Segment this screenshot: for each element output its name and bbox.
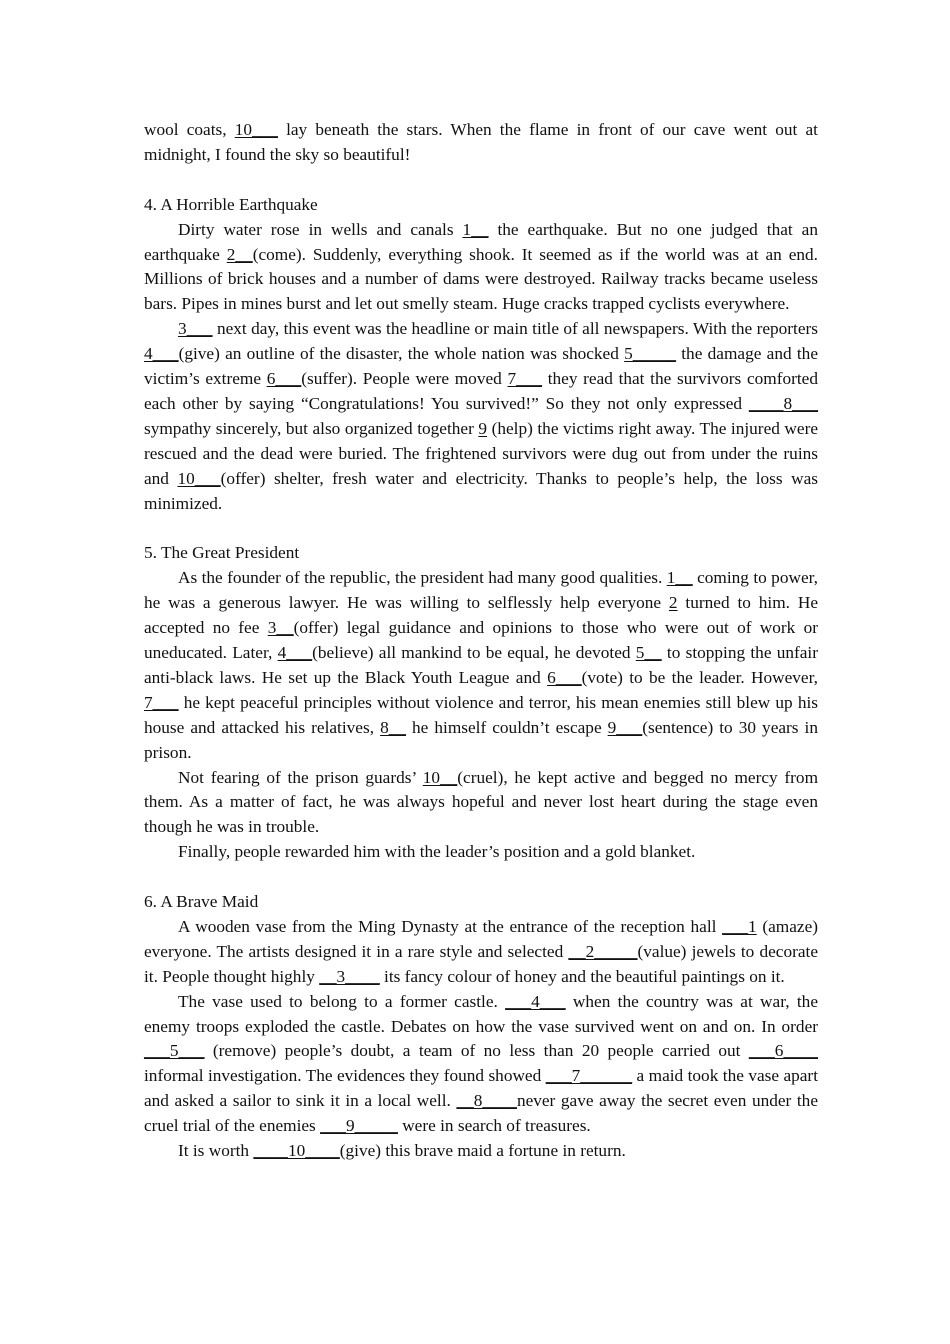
blank: 3___ bbox=[178, 319, 213, 339]
earthquake-paragraph-2: 3___ next day, this event was the headline or main title of all newspapers. With the reporters 4___(give) an outline of the disaster, the whole nation was shocked 5_____ the damage and the victim’s extreme 6___(suffer). People were moved 7___ they read that the survivors comforted each other by saying “Congratulations! You survived!” So they not only expressed ____8___ sympathy sincerely, but also organized together 9 (help) the victims right away. The injured were rescued and the dead were buried. The frightened survivors were dug out from under the ruins and 10___(offer) shelter, fresh water and electricity. Thanks to people’s help, the loss was minimized. bbox=[144, 319, 818, 513]
president-paragraph-3: Finally, people rewarded him with the leader’s position and a gold blanket. bbox=[178, 842, 696, 862]
blank: ___7______ bbox=[545, 1066, 633, 1086]
section-title-president: 5. The Great President bbox=[144, 543, 300, 563]
section-title-maid: 6. A Brave Maid bbox=[144, 892, 259, 912]
blank: 4___ bbox=[144, 344, 179, 364]
blank: __2_____ bbox=[568, 941, 638, 961]
blank: 2__ bbox=[226, 244, 253, 264]
blank: __3____ bbox=[319, 966, 380, 986]
earthquake-paragraph-1: Dirty water rose in wells and canals 1__ the earthquake. But no one judged that an earthquake 2__(come). Suddenly, everything shook. It seemed as if the world was at an end. Millions of brick houses and a number of dams were destroyed. Railway tracks became useless bars. Pipes in mines burst and let out smelly steam. Huge cracks trapped cyclists everywhere. bbox=[144, 219, 818, 314]
president-paragraph-2: Not fearing of the prison guards’ 10__(cruel), he kept active and begged no mercy from them. As a matter of fact, he was always hopeful and never lost heart during the stage even though he was in trouble. bbox=[144, 767, 819, 837]
blank: 8__ bbox=[380, 717, 406, 737]
blank: ___9_____ bbox=[320, 1116, 398, 1136]
document-page bbox=[144, 118, 818, 1164]
blank: 10___ bbox=[234, 120, 278, 139]
blank: 5_____ bbox=[624, 344, 676, 364]
blank: ___4___ bbox=[505, 991, 566, 1011]
blank: ___1 bbox=[722, 916, 757, 936]
blank: 10__ bbox=[422, 767, 458, 787]
section-title-earthquake: 4. A Horrible Earthquake bbox=[144, 194, 318, 214]
blank: 1__ bbox=[666, 568, 693, 588]
blank: ___6____ bbox=[748, 1041, 818, 1061]
blank: 9 bbox=[478, 418, 488, 438]
blank: 7___ bbox=[144, 692, 179, 712]
maid-paragraph-2: The vase used to belong to a former castle. ___4___ when the country was at war, the enemy troops exploded the castle. Debates on how the vase survived went on and on. In order ___5___ (remove) people’s doubt, a team of no less than 20 people carried out ___6____ informal investigation. The evidences they found showed ___7______ a maid took the vase apart and asked a sailor to sink it in a local well. __8____never gave away the secret even under the cruel trial of the enemies ___9_____ were in search of treasures. bbox=[144, 991, 818, 1136]
intro-paragraph: wool coats, 10___ lay beneath the stars. When the flame in front of our cave went out at midnight, I found the sky so beautiful! bbox=[144, 120, 818, 164]
blank: ___5___ bbox=[144, 1041, 205, 1061]
blank: 9___ bbox=[607, 717, 643, 737]
blank: 5__ bbox=[635, 643, 662, 662]
maid-paragraph-1: A wooden vase from the Ming Dynasty at the entrance of the reception hall ___1 (amaze) everyone. The artists designed it in a rare style and selected __2_____(value) jewels to decorate it. People thought highly __3____ its fancy colour of honey and the beautiful paintings on it. bbox=[144, 916, 819, 986]
maid-paragraph-3: It is worth ____10____(give) this brave maid a fortune in return. bbox=[178, 1141, 626, 1161]
blank: ____10____ bbox=[253, 1141, 340, 1161]
blank: 6___ bbox=[266, 369, 302, 389]
blank: 7___ bbox=[507, 369, 543, 389]
blank: ____8___ bbox=[748, 393, 818, 413]
blank: 1__ bbox=[462, 219, 489, 239]
blank: 3__ bbox=[267, 618, 294, 638]
blank: 10___ bbox=[177, 468, 221, 488]
president-paragraph-1: As the founder of the republic, the president had many good qualities. 1__ coming to power, he was a generous lawyer. He was willing to selflessly help everyone 2 turned to him. He accepted no fee 3__(offer) legal guidance and opinions to those who were out of work or uneducated. Later, 4___(believe) all mankind to be equal, he devoted 5__ to stopping the unfair anti-black laws. He set up the Black Youth League and 6___(vote) to be the leader. However, 7___ he kept peaceful principles without violence and terror, his mean enemies still blew up his house and attacked his relatives, 8__ he himself couldn’t escape 9___(sentence) to 30 years in prison. bbox=[144, 568, 819, 762]
blank: __8____ bbox=[456, 1091, 517, 1111]
blank: 2 bbox=[668, 593, 678, 613]
blank: 4___ bbox=[277, 643, 313, 662]
blank: 6___ bbox=[547, 667, 582, 687]
